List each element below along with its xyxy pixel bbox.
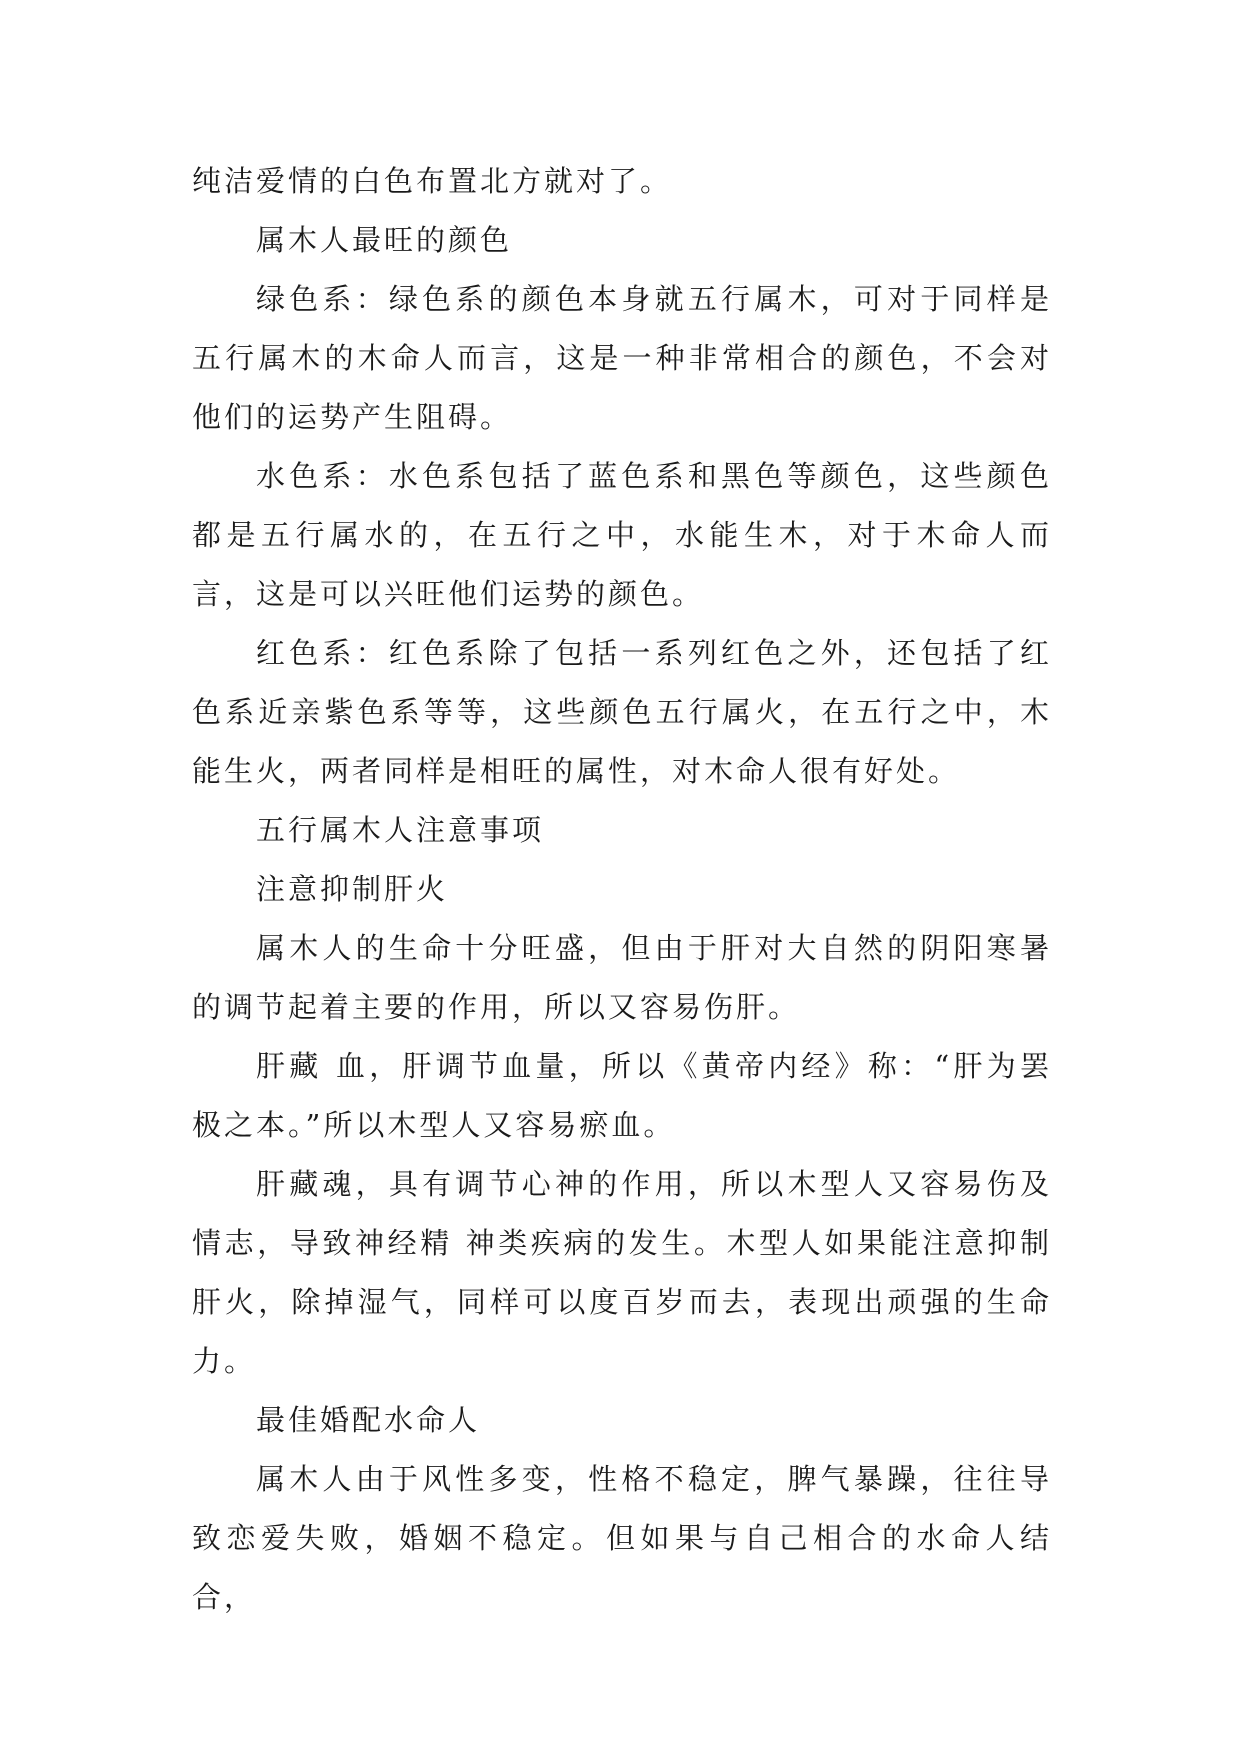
paragraph-liver-soul: 肝藏魂，具有调节心神的作用，所以木型人又容易伤及情志，导致神经精 神类疾病的发生。木型人如果能注意抑制肝火，除掉湿气，同样可以度百岁而去，表现出顽强的生命力。 [192, 1167, 1052, 1378]
paragraph-liver-health: 属木人的生命十分旺盛，但由于肝对大自然的阴阳寒暑的调节起着主要的作用，所以又容易伤肝。 [192, 931, 1052, 1024]
heading-wood-notes: 五行属木人注意事项 [256, 813, 545, 847]
paragraph-water-colors: 水色系：水色系包括了蓝色系和黑色等颜色，这些颜色都是五行属水的，在五行之中，水能生木，对于木命人而言，这是可以兴旺他们运势的颜色。 [192, 459, 1052, 611]
paragraph-marriage: 属木人由于风性多变，性格不稳定，脾气暴躁，往往导致恋爱失败，婚姻不稳定。但如果与自己相合的水命人结合， [192, 1462, 1052, 1614]
heading-liver-fire: 注意抑制肝火 [256, 872, 449, 906]
paragraph-green: 绿色系：绿色系的颜色本身就五行属木，可对于同样是五行属木的木命人而言，这是一种非常相合的颜色，不会对他们的运势产生阻碍。 [192, 282, 1052, 434]
heading-best-match: 最佳婚配水命人 [256, 1403, 481, 1437]
paragraph-white-north: 纯洁爱情的白色布置北方就对了。 [192, 164, 673, 198]
paragraph-liver-blood: 肝藏 血，肝调节血量，所以《黄帝内经》称：“肝为罢极之本。”所以木型人又容易瘀血。 [192, 1049, 1052, 1142]
heading-wood-best-colors: 属木人最旺的颜色 [256, 223, 513, 257]
paragraph-red: 红色系：红色系除了包括一系列红色之外，还包括了红色系近亲紫色系等等，这些颜色五行属火，在五行之中，木能生火，两者同样是相旺的属性，对木命人很有好处。 [192, 636, 1052, 788]
document-page [192, 152, 1052, 1627]
